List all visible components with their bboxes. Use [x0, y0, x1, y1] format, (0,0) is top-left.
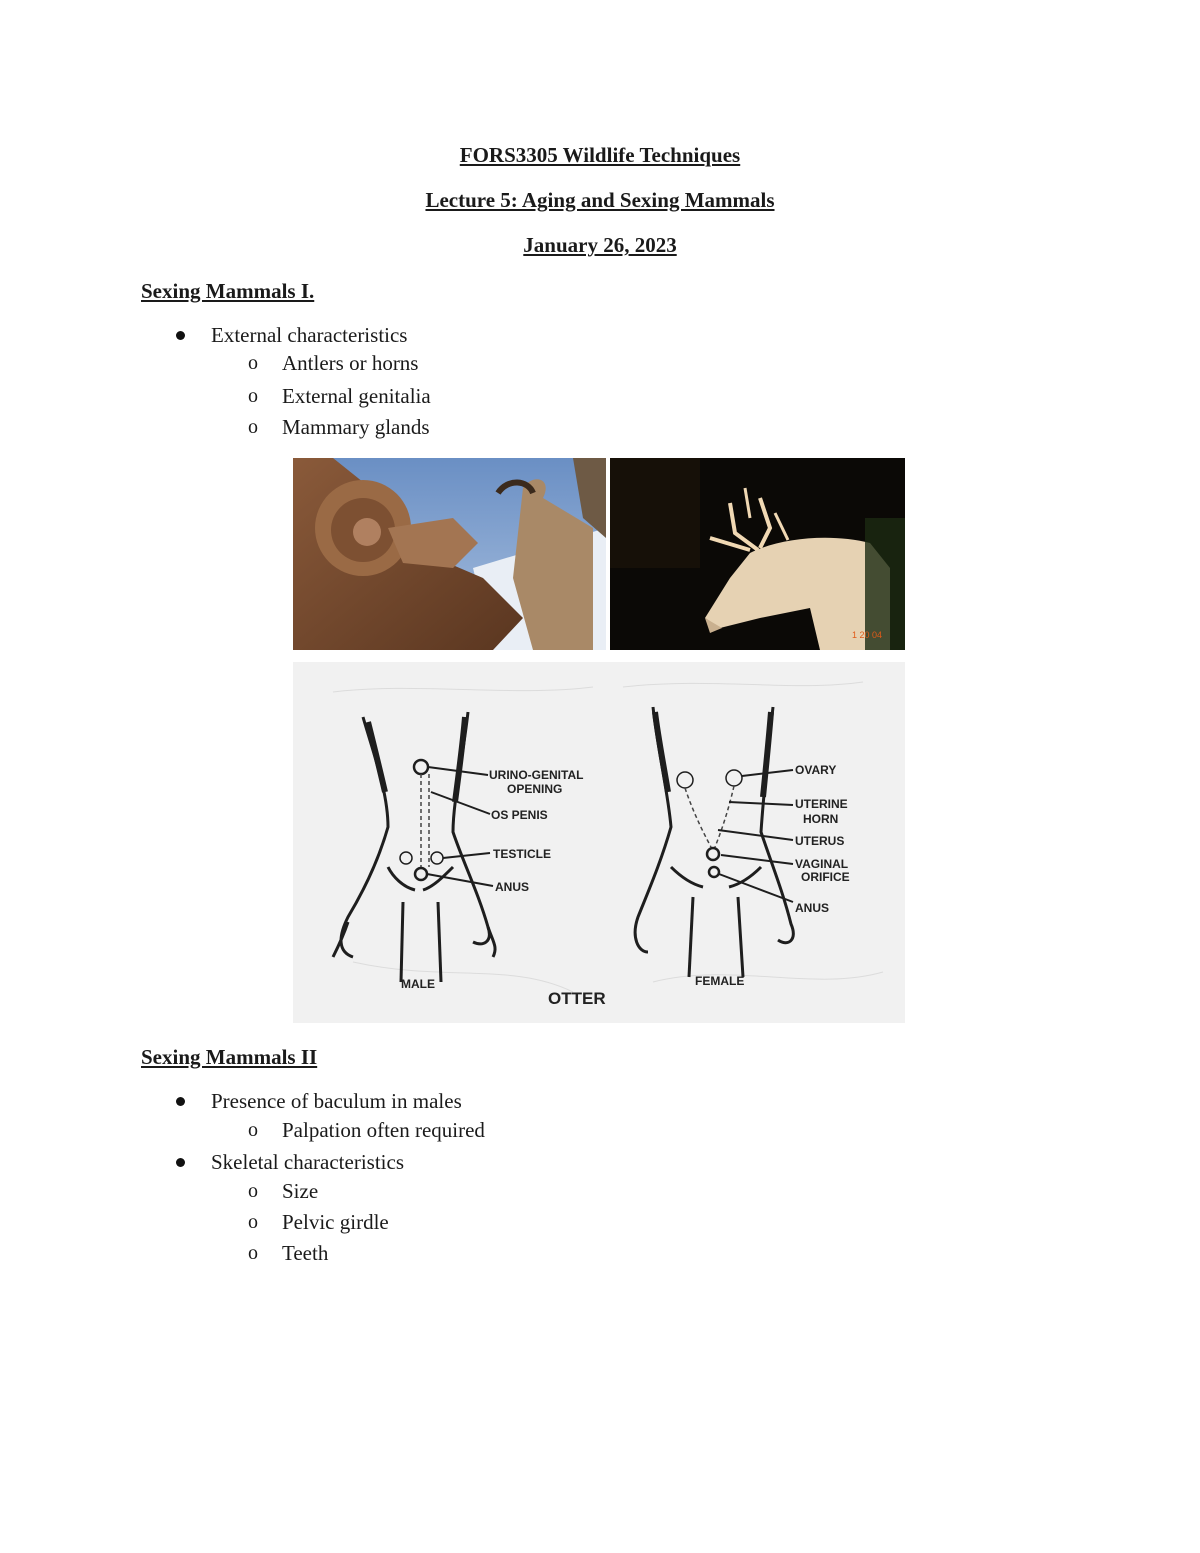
label-orifice: ORIFICE: [801, 870, 850, 884]
label-os-penis: OS PENIS: [491, 808, 548, 822]
sub-list-item: Size: [282, 1179, 319, 1203]
bighorn-sheep-photo: [293, 458, 606, 650]
label-vaginal: VAGINAL: [795, 857, 849, 871]
section-heading-2: Sexing Mammals II: [141, 1045, 318, 1069]
sub-bullet-icon: o: [248, 352, 258, 374]
sub-list-item: Pelvic girdle: [282, 1210, 389, 1234]
list-item: Skeletal characteristics: [211, 1150, 404, 1174]
sub-bullet-icon: o: [248, 1119, 258, 1141]
male-caption: MALE: [401, 977, 435, 991]
sub-bullet-icon: o: [248, 1242, 258, 1264]
list-item: Presence of baculum in males: [211, 1089, 462, 1113]
label-opening: OPENING: [507, 782, 563, 796]
list-item: External characteristics: [211, 323, 408, 347]
label-male-anus: ANUS: [495, 880, 530, 894]
label-uterine: UTERINE: [795, 797, 848, 811]
label-female-anus: ANUS: [795, 901, 830, 915]
white-deer-photo: [610, 458, 905, 650]
label-urino-genital: URINO-GENITAL: [489, 768, 584, 782]
sub-list-item: Teeth: [282, 1241, 329, 1265]
otter-diagram: [293, 662, 905, 1023]
section-heading-1: Sexing Mammals I.: [141, 279, 315, 303]
course-title: FORS3305 Wildlife Techniques: [459, 143, 741, 167]
label-testicle: TESTICLE: [493, 847, 552, 861]
sub-bullet-icon: o: [248, 1211, 258, 1233]
date-stamp: 1 20 04: [852, 630, 883, 640]
sub-bullet-icon: o: [248, 1180, 258, 1202]
sub-bullet-icon: o: [248, 416, 258, 438]
sub-list-item: Palpation often required: [282, 1118, 485, 1142]
label-uterus: UTERUS: [795, 834, 845, 848]
bullet-icon: [176, 331, 185, 340]
label-horn: HORN: [803, 812, 839, 826]
sub-list-item: Mammary glands: [282, 415, 430, 439]
sub-list-item: External genitalia: [282, 384, 431, 408]
label-ovary: OVARY: [795, 763, 837, 777]
lecture-date: January 26, 2023: [523, 233, 677, 257]
sub-bullet-icon: o: [248, 385, 258, 407]
sub-list-item: Antlers or horns: [282, 351, 419, 375]
female-caption: FEMALE: [695, 974, 745, 988]
bullet-icon: [176, 1158, 185, 1167]
otter-title: OTTER: [548, 989, 606, 1008]
lecture-title: Lecture 5: Aging and Sexing Mammals: [425, 188, 775, 212]
bullet-icon: [176, 1097, 185, 1106]
